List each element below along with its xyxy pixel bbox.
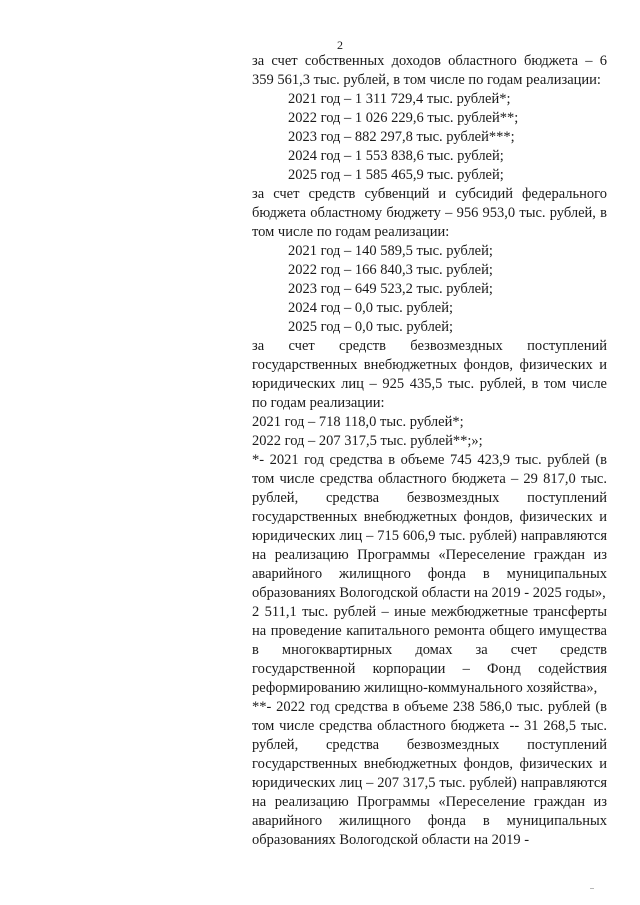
document-body xyxy=(252,52,607,850)
federal-year-2023: 2023 год – 649 523,2 тыс. рублей; xyxy=(288,281,493,297)
footnote-single-asterisk: *- 2021 год средства в объеме 745 423,9 тыс. рублей (в том числе средства областного бюджета – 29 817,0 тыс. рублей, средства безвозмездных поступлений государственных внебюджетных фондов, физических и юридических лиц – 715 606,9 тыс. рублей) направляются на реализацию Программы «Переселение граждан из аварийного жилищного фонда в муниципальных образованиях Вологодской области на 2019 - 2025 годы», xyxy=(252,452,607,601)
federal-budget-paragraph: за счет средств субвенций и субсидий федерального бюджета областному бюджету – 956 953,0 тыс. рублей, в том числе по годам реализации: xyxy=(252,186,607,240)
federal-year-2022: 2022 год – 166 840,3 тыс. рублей; xyxy=(288,262,493,278)
federal-year-2025: 2025 год – 0,0 тыс. рублей; xyxy=(288,319,454,335)
footnote-interbudget-transfers: 2 511,1 тыс. рублей – иные межбюджетные трансферты на проведение капитального ремонта общего имущества в многоквартирных домах за счет средств государственной корпорации – Фонд содействия реформированию жилищно-коммунального хозяйства», xyxy=(252,604,607,696)
scan-mark: .. xyxy=(590,882,594,891)
regional-year-2025: 2025 год – 1 585 465,9 тыс. рублей; xyxy=(288,167,504,183)
federal-year-2021: 2021 год – 140 589,5 тыс. рублей; xyxy=(288,243,493,259)
gratuitous-year-2022: 2022 год – 207 317,5 тыс. рублей**;»; xyxy=(252,433,483,449)
regional-year-2024: 2024 год – 1 553 838,6 тыс. рублей; xyxy=(288,148,504,164)
gratuitous-receipts-paragraph: за счет средств безвозмездных поступлений государственных внебюджетных фондов, физических и юридических лиц – 925 435,5 тыс. рублей, в том числе по годам реализации: xyxy=(252,338,607,411)
regional-budget-paragraph: за счет собственных доходов областного бюджета – 6 359 561,3 тыс. рублей, в том числе по годам реализации: xyxy=(252,53,607,88)
regional-year-2021: 2021 год – 1 311 729,4 тыс. рублей*; xyxy=(288,91,511,107)
regional-year-2022: 2022 год – 1 026 229,6 тыс. рублей**; xyxy=(288,110,519,126)
footnote-double-asterisk: **- 2022 год средства в объеме 238 586,0 тыс. рублей (в том числе средства областного бюджета -- 31 268,5 тыс. рублей, средства безвозмездных поступлений государственных внебюджетных фондов, физических и юридических лиц – 207 317,5 тыс. рублей) направляются на реализацию Программы «Переселение граждан из аварийного жилищного фонда в муниципальных образованиях Вологодской области на 2019 - xyxy=(252,699,607,848)
page-number: 2 xyxy=(337,38,343,52)
federal-year-2024: 2024 год – 0,0 тыс. рублей; xyxy=(288,300,454,316)
gratuitous-year-2021: 2021 год – 718 118,0 тыс. рублей*; xyxy=(252,414,464,430)
regional-year-2023: 2023 год – 882 297,8 тыс. рублей***; xyxy=(288,129,515,145)
